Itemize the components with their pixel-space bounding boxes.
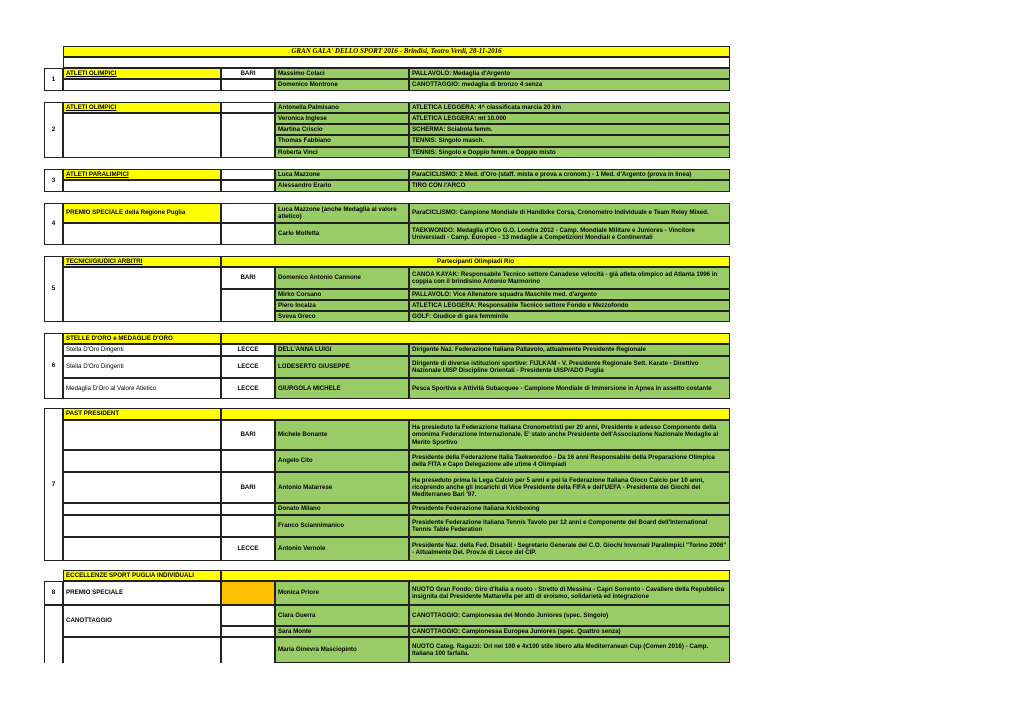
section-header-cell: [221, 333, 730, 344]
desc-cell: TAEKWONDO: Medaglia d'Oro G.O. Londra 2012 - Camp. Mondiale Militare e Juniores - Vincitore Universiadi - Camp. Europeo - 13 medaglie a Competizioni Mondiali e Continentali: [409, 223, 730, 245]
empty-cell: [63, 637, 221, 663]
label-cell: CANOTTAGGIO: [63, 605, 221, 637]
desc-cell: Presidente Federazione Italiana Kickboxing: [409, 503, 730, 515]
empty-cell: [221, 203, 275, 223]
section-number: 2: [44, 102, 63, 158]
title-row: [63, 46, 730, 57]
section-number: 7: [44, 408, 63, 561]
name-cell: GIURGOLA MICHELE: [275, 378, 409, 399]
name-cell: Luca Mazzone (anche Medaglia al valore atletico): [275, 203, 409, 223]
desc-cell: Ha presieduto la Federazione Italiana Cronometristi per 20 anni, Presidente e adesso Componente della omonima Federazione Internazionale. E' stato anche Presidente dell'Associazione Nazionale Medaglie al Merito Sportivo: [409, 420, 730, 450]
empty-cell: [63, 223, 221, 245]
empty-cell: [221, 169, 275, 180]
desc-cell: PALLAVOLO: Medaglia d'Argento: [409, 68, 730, 79]
name-cell: Sara Monte: [275, 626, 409, 637]
desc-cell: ATLETICA LEGGERA: mt 10.000: [409, 113, 730, 124]
section-number: 5: [44, 256, 63, 322]
label-cell: Stella D'Oro Dirigenti: [63, 356, 221, 378]
empty-cell: [63, 113, 221, 158]
desc-cell: GOLF: Giudice di gara femminile: [409, 311, 730, 322]
name-cell: Luca Mazzone: [275, 169, 409, 180]
empty-cell: [221, 289, 275, 322]
label-cell: PREMIO SPECIALE: [63, 581, 221, 605]
name-cell: Piero Incalza: [275, 300, 409, 311]
name-cell: Domenico Antonio Cannone: [275, 267, 409, 289]
desc-cell: TIRO CON l'ARCO: [409, 180, 730, 192]
empty-cell: [63, 472, 221, 503]
empty-cell: [221, 626, 275, 637]
city-cell: [221, 503, 275, 515]
label-cell: Medaglia D'Oro al Valore Atletico: [63, 378, 221, 399]
name-cell: Monica Priore: [275, 581, 409, 605]
section-number: 4: [44, 203, 63, 245]
desc-cell: Dirigente Naz. Federazione Italiana Pallavolo, attualmente Presidente Regionale: [409, 344, 730, 356]
category-cell: STELLE D'ORO e MEDAGLIE D'ORO: [63, 333, 221, 344]
desc-cell: NUOTO Categ. Ragazzi: Ori nei 100 e 4x100 stile libero alla Mediterranean Cup (Comen 2016) - Camp. Italiana 100 farfalla.: [409, 637, 730, 663]
desc-cell: CANOTTAGGIO: medaglia di bronzo 4 senza: [409, 79, 730, 91]
desc-cell: PALLAVOLO: Vice Allenatore squadra Maschile med. d'argento: [409, 289, 730, 300]
name-cell: Donato Milano: [275, 503, 409, 515]
desc-cell: TENNIS: Singolo e Doppio femm. e Doppio misto: [409, 147, 730, 158]
desc-cell: Presidente Federazione Italiana Tennis Tavolo per 12 anni e Componente del Board dell'International Tennis Table Federation: [409, 515, 730, 537]
desc-cell: ATLETICA LEGGERA: 4^ classificata marcia 20 km: [409, 102, 730, 113]
name-cell: Thomas Fabbiano: [275, 135, 409, 147]
name-cell: Antonio Matarrese: [275, 472, 409, 503]
category-cell: ATLETI OLIMPICI: [63, 102, 221, 113]
desc-cell: CANOTTAGGIO: Campionessa del Mondo Juniores (spec. Singolo): [409, 605, 730, 626]
desc-cell: Presidente Naz. della Fed. Disabili - Segretario Generale del C.O. Giochi Invernali Paralimpici "Torino 2006" - Attualmente Del. Prov.le di Lecce del CIP.: [409, 537, 730, 561]
name-cell: LODESERTO GIUSEPPE: [275, 356, 409, 378]
section-number: 8: [44, 581, 63, 605]
label-cell: Stella D'Oro Dirigenti: [63, 344, 221, 356]
empty-cell: [63, 537, 221, 561]
name-cell: Domenico Montrone: [275, 79, 409, 91]
empty-cell: [63, 515, 221, 537]
desc-cell: TENNIS: Singolo masch.: [409, 135, 730, 147]
city-cell: LECCE: [221, 378, 275, 399]
name-cell: Carlo Molfetta: [275, 223, 409, 245]
section-header-cell: Partecipanti Olimpiadi Rio: [221, 256, 730, 267]
name-cell: Martina Criscio: [275, 124, 409, 135]
name-cell: Massimo Colaci: [275, 68, 409, 79]
empty-cell: [221, 637, 275, 663]
section-number: 3: [44, 169, 63, 192]
empty-cell: [221, 102, 275, 113]
name-cell: Michele Bonante: [275, 420, 409, 450]
city-cell: [221, 450, 275, 472]
city-cell: [221, 515, 275, 537]
empty-cell: [221, 113, 275, 158]
city-cell: BARI: [221, 267, 275, 289]
desc-cell: Ha preseduto prima la Lega Calcio per 5 anni e poi la Federazione Italiana Gioco Calcio per 10 anni, ricoprendo anche gli incarichi di Vice Presidente della FIFA e dell'UEFA - Presidente dei Giochi del Mediterraneo Bari '97.: [409, 472, 730, 503]
name-cell: Mirko Corsano: [275, 289, 409, 300]
name-cell: Roberta Vinci: [275, 147, 409, 158]
name-cell: Veronica Inglese: [275, 113, 409, 124]
section-number: 6: [44, 333, 63, 399]
desc-cell: Dirigente di diverse istituzioni sportive: FIJLKAM - V. Presidente Regionale Sett. Karate - Direttivo Nazionale UISP Discipline Orientali - Presidente UISP/ADO Puglia: [409, 356, 730, 378]
empty-cell: [221, 223, 275, 245]
desc-cell: ParaCICLISMO: Campione Mondiale di Handbike Corsa, Cronometro Individuale e Team Reley Mixed.: [409, 203, 730, 223]
page-title: GRAN GALA' DELLO SPORT 2016 - Brindisi, Teatro Verdi, 28-11-2016: [291, 47, 502, 56]
empty-cell: [63, 79, 221, 91]
category-cell: PREMIO SPECIALE della Regione Puglia: [63, 203, 221, 223]
category-cell: ATLETI OLIMPICI: [63, 68, 221, 79]
desc-cell: CANOTTAGGIO: Campionessa Europea Juniores (spec. Quattro senza): [409, 626, 730, 637]
empty-cell: [221, 180, 275, 192]
category-cell: ECCELLENZE SPORT PUGLIA INDIVIDUALI: [63, 570, 221, 581]
name-cell: Angelo Cito: [275, 450, 409, 472]
empty-cell: [63, 267, 221, 322]
city-cell: LECCE: [221, 537, 275, 561]
desc-cell: Pesca Sportiva e Attività Subacquee - Campione Mondiale di Immersione in Apnea in assetto costante: [409, 378, 730, 399]
desc-cell: CANOA KAYAK: Responsabile Tecnico settore Canadese velocità - già atleta olimpico ad Atlanta 1996 in coppia con il brindisino Antonio Marmorino: [409, 267, 730, 289]
section-header-cell: [221, 570, 730, 581]
desc-cell: ParaCICLISMO: 2 Med. d'Oro (staff. mista e prova a cronom.) - 1 Med. d'Argento (prova in linea): [409, 169, 730, 180]
category-cell: ATLETI PARALIMPICI: [63, 169, 221, 180]
name-cell: Sveva Greco: [275, 311, 409, 322]
name-cell: DELL'ANNA LUIGI: [275, 344, 409, 356]
city-cell: BARI: [221, 472, 275, 503]
empty-cell: [63, 420, 221, 450]
section-number: 1: [44, 68, 63, 91]
highlight-cell: [221, 581, 275, 605]
name-cell: Antonella Palmisano: [275, 102, 409, 113]
city-cell: BARI: [221, 68, 275, 79]
blank-row: [63, 57, 730, 68]
empty-cell: [221, 79, 275, 91]
name-cell: Maria Ginevra Masciopinto: [275, 637, 409, 663]
desc-cell: Presidente della Federazione Italia Taekwondoo - Da 16 anni Responsabile della Preparazione Olimpica della FITA e Capo Delegazione alle utime 4 Olimpiadi: [409, 450, 730, 472]
desc-cell: NUOTO Gran Fondo: Giro d'Italia a nuoto - Stretto di Messina - Capri Sorrento - Cavaliere della Repubblica insignita dal Presidente Mattarella per atti di eroismo, solidarietà ed integrazione: [409, 581, 730, 605]
name-cell: Alessandro Erario: [275, 180, 409, 192]
empty-cell: [63, 180, 221, 192]
empty-cell: [63, 503, 221, 515]
city-cell: LECCE: [221, 344, 275, 356]
city-cell: LECCE: [221, 356, 275, 378]
category-cell: TECNICI/GIUDICI ARBITRI: [63, 256, 221, 267]
empty-cell: [63, 450, 221, 472]
desc-cell: SCHERMA: Sciabola femm.: [409, 124, 730, 135]
category-cell: PAST PRESIDENT: [63, 408, 221, 420]
name-cell: Antonio Vernole: [275, 537, 409, 561]
city-cell: BARI: [221, 420, 275, 450]
name-cell: Franco Sciannimanico: [275, 515, 409, 537]
empty-cell: [221, 605, 275, 626]
name-cell: Clara Guerra: [275, 605, 409, 626]
section-header-cell: [221, 408, 730, 420]
desc-cell: ATLETICA LEGGERA: Responsabile Tecnico settore Fondo e Mezzofondo: [409, 300, 730, 311]
empty-cell: [44, 605, 63, 663]
